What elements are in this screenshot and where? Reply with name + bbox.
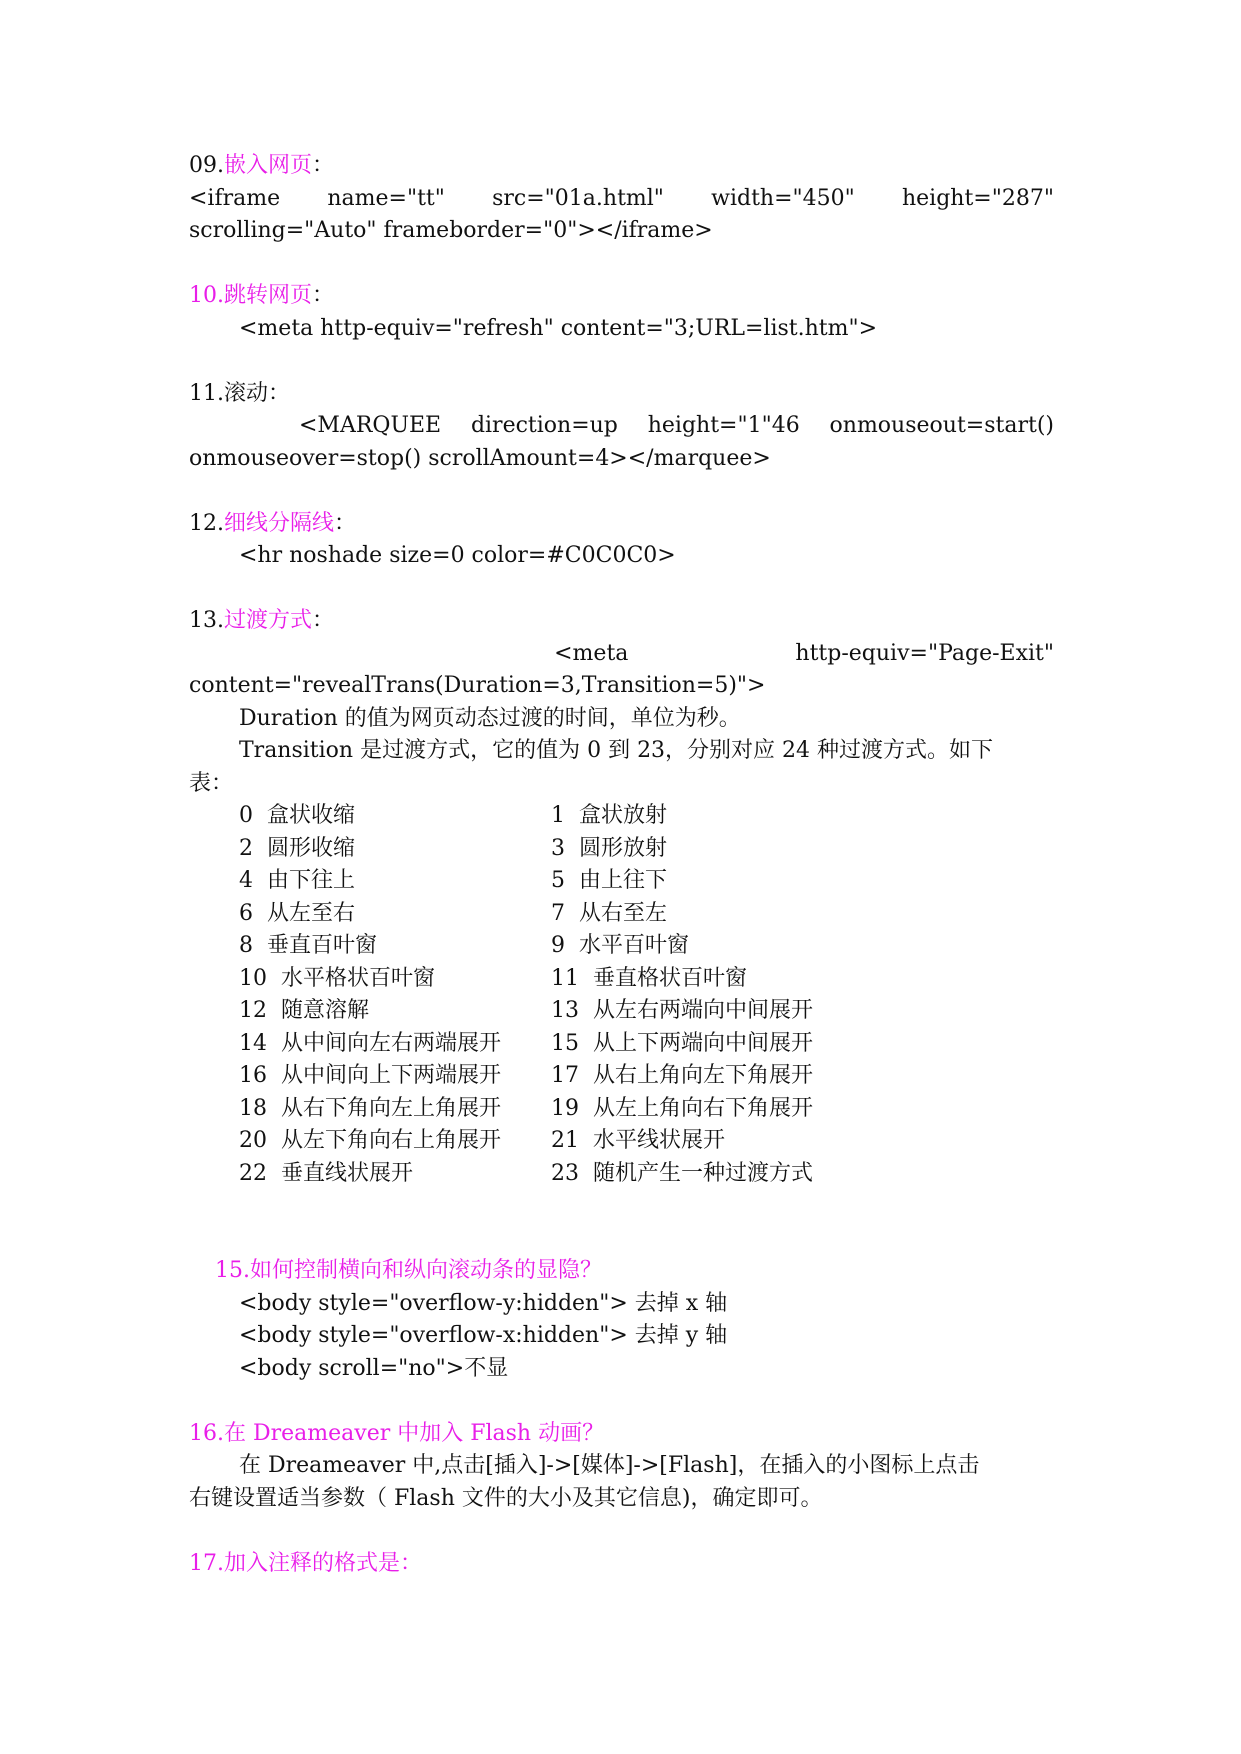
section-09-heading [189, 150, 1054, 183]
section-10-colon: ： [312, 283, 335, 308]
transition-row [239, 1158, 1054, 1191]
section-09-number: 09. [189, 153, 224, 178]
section-13-heading [189, 605, 1054, 638]
meta-refresh-code: <meta http-equiv="refresh" content="3;URL=list.htm"> [239, 315, 878, 341]
transition-item: 10 水平格状百叶窗 [239, 965, 435, 991]
marquee-code-line-1 [189, 410, 1054, 443]
transition-item: 4 由下往上 [239, 868, 355, 893]
transition-description-cont: 表： [189, 770, 234, 796]
transition-row [239, 865, 1054, 898]
duration-description: Duration 的值为网页动态过渡的时间，单位为秒。 [239, 705, 741, 731]
iframe-part-name: name="tt" [327, 185, 445, 211]
transition-item: 8 垂直百叶窗 [239, 933, 377, 958]
transition-row [239, 995, 1054, 1028]
section-09-colon: ： [312, 153, 335, 178]
section-13-colon: ： [312, 608, 335, 633]
transition-row [239, 930, 1054, 963]
transition-item: 7 从右至左 [551, 900, 667, 926]
transition-item: 11 垂直格状百叶窗 [551, 965, 747, 991]
section-10-title: 10.跳转网页 [189, 283, 312, 308]
transition-row [239, 800, 1054, 833]
transition-description: Transition 是过渡方式，它的值为 0 到 23，分别对应 24 种过渡方式。如下 [239, 738, 994, 763]
transition-item: 13 从左右两端向中间展开 [551, 998, 813, 1023]
transition-row [239, 1125, 1054, 1158]
section-11-heading: 11.滚动： [189, 380, 290, 406]
overflow-x-code: <body style="overflow-x:hidden"> 去掉 y 轴 [239, 1323, 728, 1348]
marquee-part-onmouseout: onmouseout=start() [829, 413, 1054, 438]
transition-item: 20 从左下角向右上角展开 [239, 1128, 501, 1153]
transition-item: 3 圆形放射 [551, 835, 667, 861]
transition-row [239, 898, 1054, 931]
transition-table [189, 800, 1054, 1190]
section-13-number: 13. [189, 608, 224, 633]
transition-item: 23 随机产生一种过渡方式 [551, 1160, 813, 1186]
section-09-title: 嵌入网页 [224, 153, 313, 178]
iframe-code-line-1 [189, 183, 1054, 216]
meta-exit-code-line-1 [189, 638, 1054, 671]
meta-exit-http-equiv: http-equiv="Page-Exit" [795, 640, 1054, 666]
document-page [189, 150, 1054, 1580]
transition-row [239, 833, 1054, 866]
transition-item: 12 随意溶解 [239, 998, 369, 1023]
transition-item: 5 由上往下 [551, 868, 667, 893]
iframe-part-src: src="01a.html" [492, 185, 664, 211]
section-12-colon: ： [334, 510, 357, 536]
overflow-y-code: <body style="overflow-y:hidden"> 去掉 x 轴 [239, 1290, 728, 1316]
iframe-part-tag: <iframe [189, 185, 281, 211]
section-16-heading: 16.在 Dreameaver 中加入 Flash 动画？ [189, 1420, 605, 1446]
marquee-part-tag: <MARQUEE [299, 413, 442, 438]
iframe-code-line-2: scrolling="Auto" frameborder="0"></iframe> [189, 218, 713, 243]
flash-instruction-line-1: 在 Dreameaver 中,点击[插入]->[媒体]->[Flash]，在插入的小图标上点击 [239, 1453, 980, 1478]
flash-instruction-line-2: 右键设置适当参数（ Flash 文件的大小及其它信息)，确定即可。 [189, 1485, 823, 1511]
iframe-part-height: height="287" [901, 185, 1054, 211]
transition-item: 2 圆形收缩 [239, 835, 355, 861]
section-10-heading [189, 280, 1054, 313]
hr-code: <hr noshade size=0 color=#C0C0C0> [239, 543, 676, 568]
transition-item: 18 从右下角向左上角展开 [239, 1095, 501, 1121]
section-12-number: 12. [189, 510, 224, 536]
transition-item: 9 水平百叶窗 [551, 933, 689, 958]
marquee-part-height: height="1"46 [647, 413, 800, 438]
iframe-part-width: width="450" [711, 185, 855, 211]
transition-item: 19 从左上角向右下角展开 [551, 1095, 813, 1121]
section-12-title: 细线分隔线 [224, 510, 335, 536]
transition-item: 1 盒状放射 [551, 803, 667, 828]
transition-item: 17 从右上角向左下角展开 [551, 1063, 813, 1088]
section-15-heading: 15.如何控制横向和纵向滚动条的显隐？ [215, 1258, 602, 1283]
transition-row [239, 1060, 1054, 1093]
meta-exit-code-line-2: content="revealTrans(Duration=3,Transition=5)"> [189, 673, 766, 698]
marquee-part-direction: direction=up [470, 413, 618, 438]
transition-row [239, 1028, 1054, 1061]
transition-item: 14 从中间向左右两端展开 [239, 1030, 501, 1056]
transition-item: 0 盒状收缩 [239, 803, 355, 828]
transition-row [239, 1093, 1054, 1126]
transition-item: 15 从上下两端向中间展开 [551, 1030, 813, 1056]
section-17-heading: 17.加入注释的格式是： [189, 1550, 422, 1576]
scroll-no-code: <body scroll="no">不显 [239, 1355, 509, 1381]
transition-item: 6 从左至右 [239, 900, 355, 926]
transition-item: 21 水平线状展开 [551, 1128, 725, 1153]
section-13-title: 过渡方式 [224, 608, 313, 633]
marquee-code-line-2: onmouseover=stop() scrollAmount=4></marquee> [189, 445, 771, 471]
meta-exit-tag: <meta [554, 640, 629, 666]
transition-row [239, 963, 1054, 996]
transition-item: 22 垂直线状展开 [239, 1160, 413, 1186]
transition-item: 16 从中间向上下两端展开 [239, 1063, 501, 1088]
section-12-heading [189, 508, 1054, 541]
